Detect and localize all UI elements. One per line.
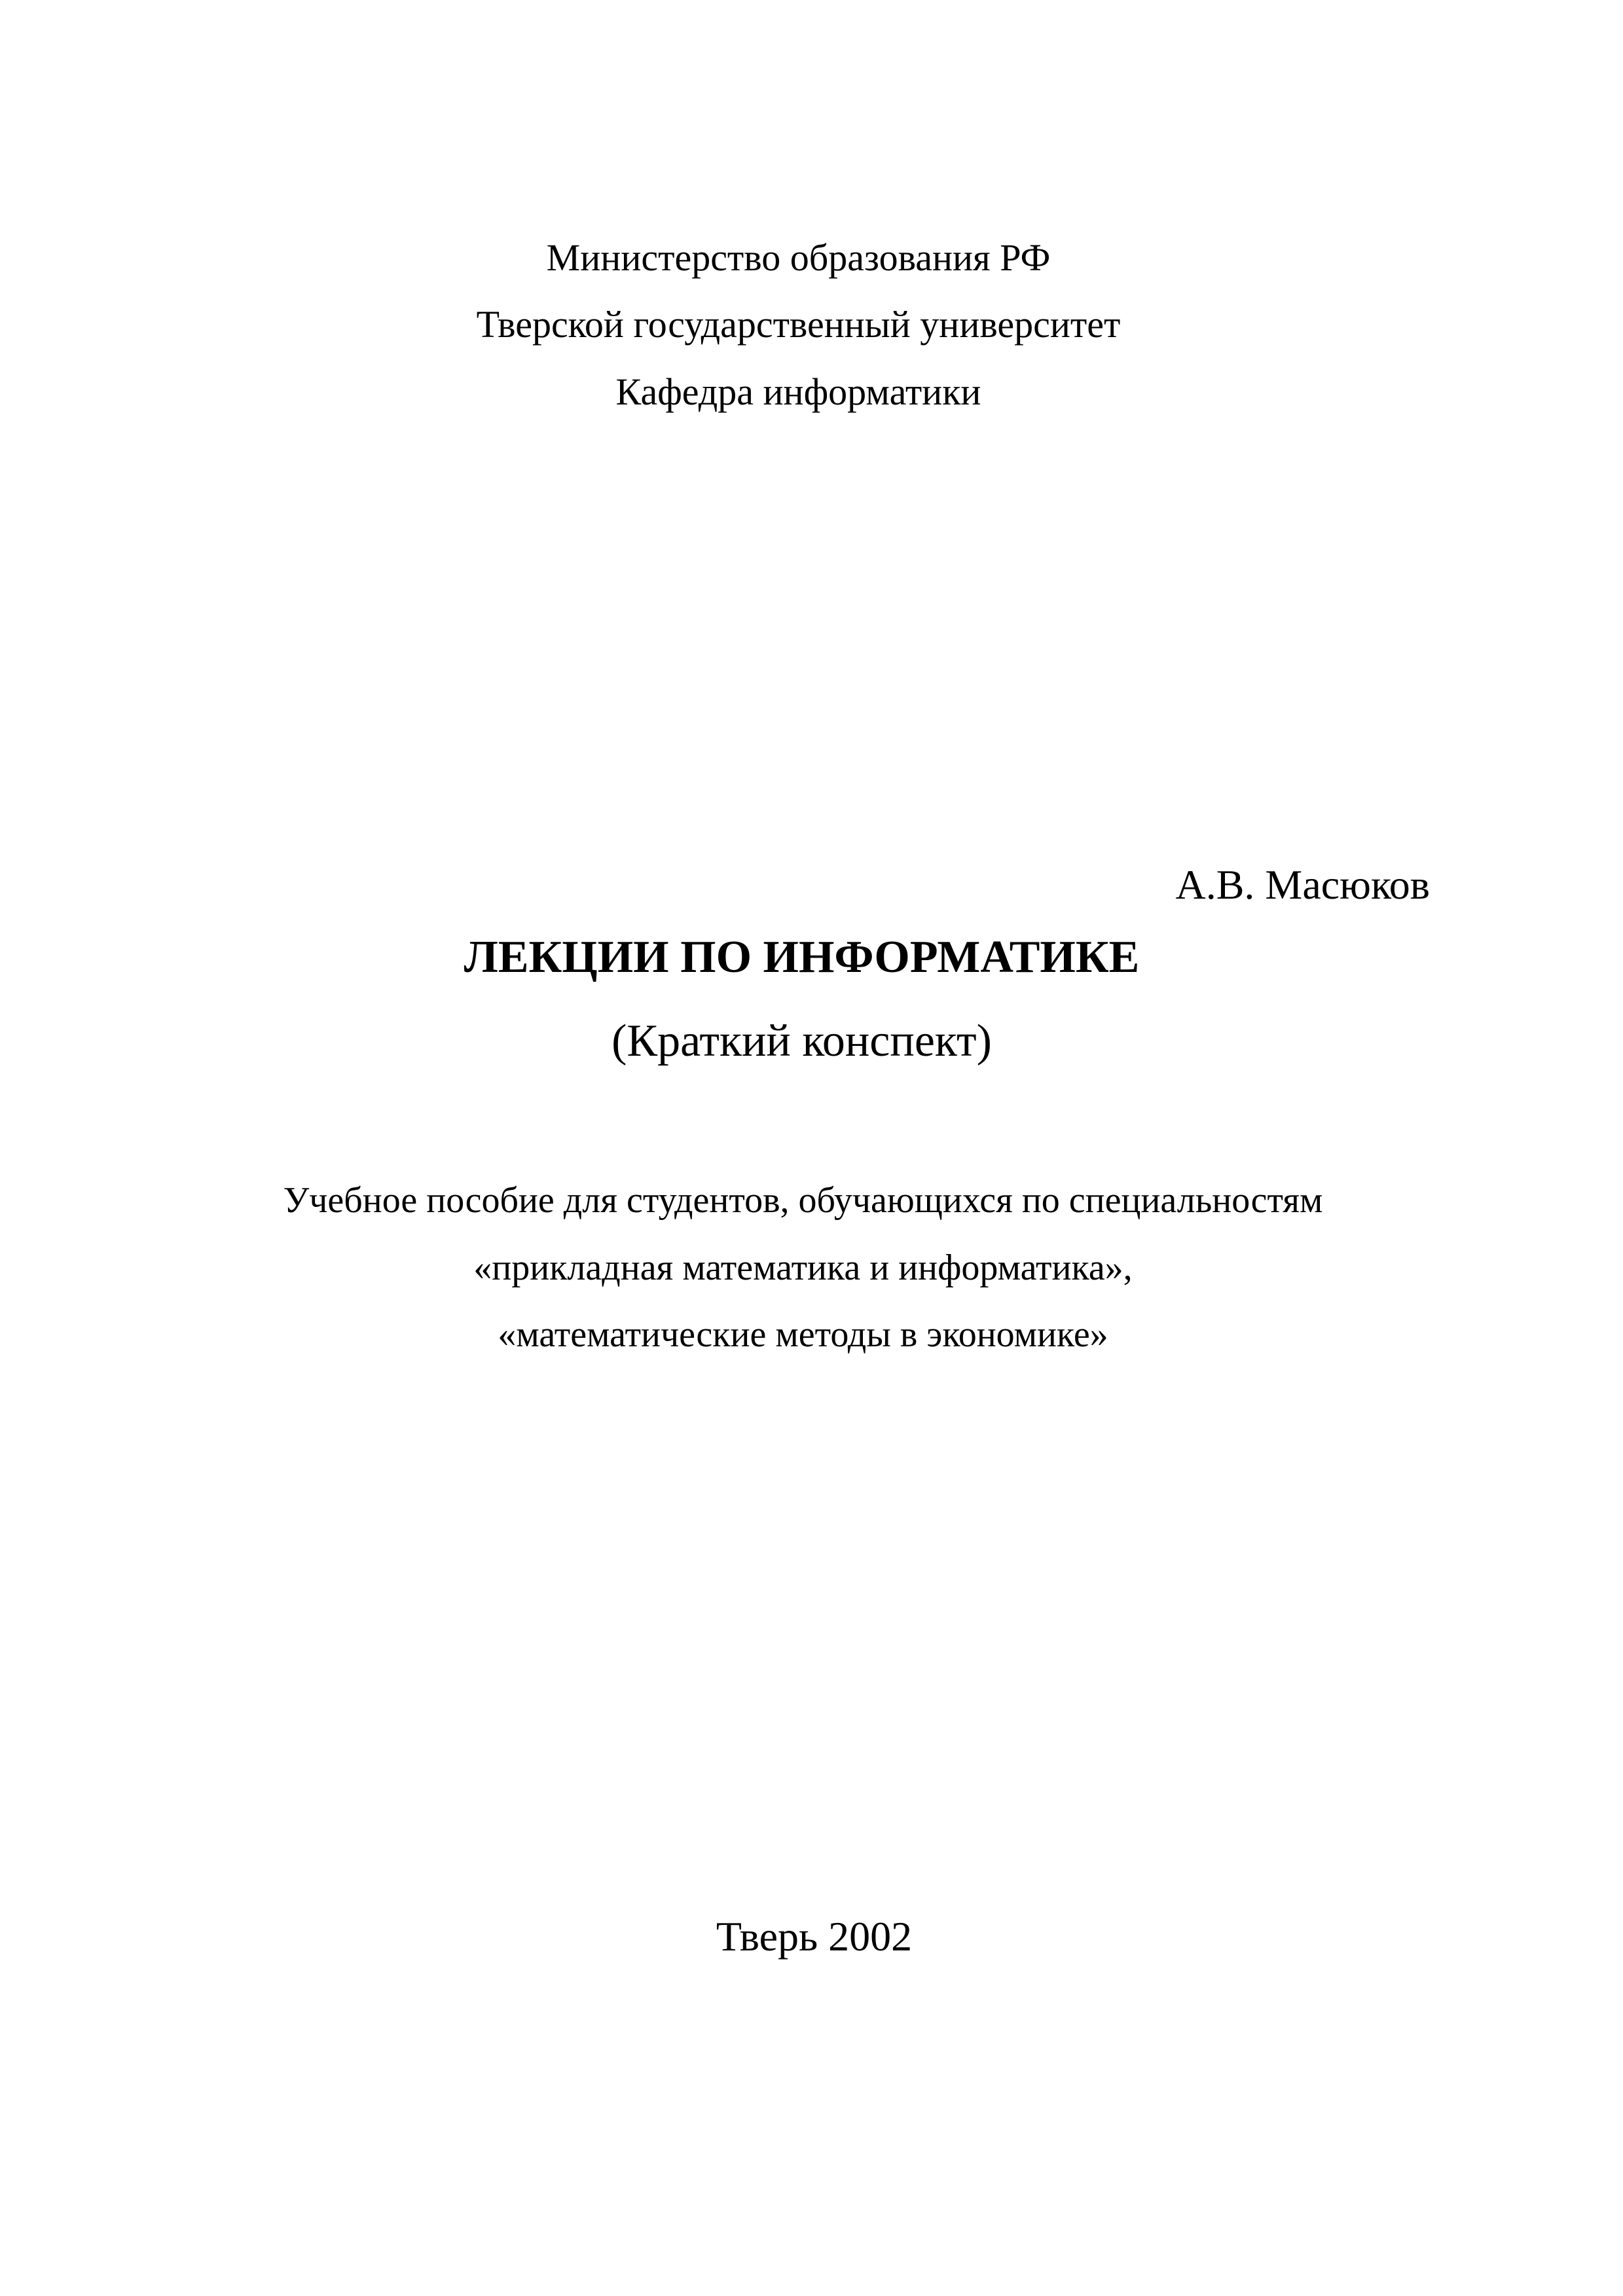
author-name: А.В. Масюков: [1175, 861, 1430, 908]
document-subtitle: (Краткий конспект): [611, 1016, 992, 1066]
document-title: ЛЕКЦИИ ПО ИНФОРМАТИКЕ: [464, 932, 1140, 982]
university-name: Тверской государственный университет: [476, 303, 1121, 346]
purpose-line-2: «прикладная математика и информатика»,: [473, 1247, 1133, 1288]
purpose-line-1: Учебное пособие для студентов, обучающихся по специальностям: [283, 1180, 1323, 1221]
ministry-name: Министерство образования РФ: [546, 236, 1051, 279]
place-and-year: Тверь 2002: [716, 1913, 913, 1960]
department-name: Кафедра информатики: [615, 370, 981, 413]
purpose-line-3: «математические методы в экономике»: [498, 1314, 1108, 1355]
